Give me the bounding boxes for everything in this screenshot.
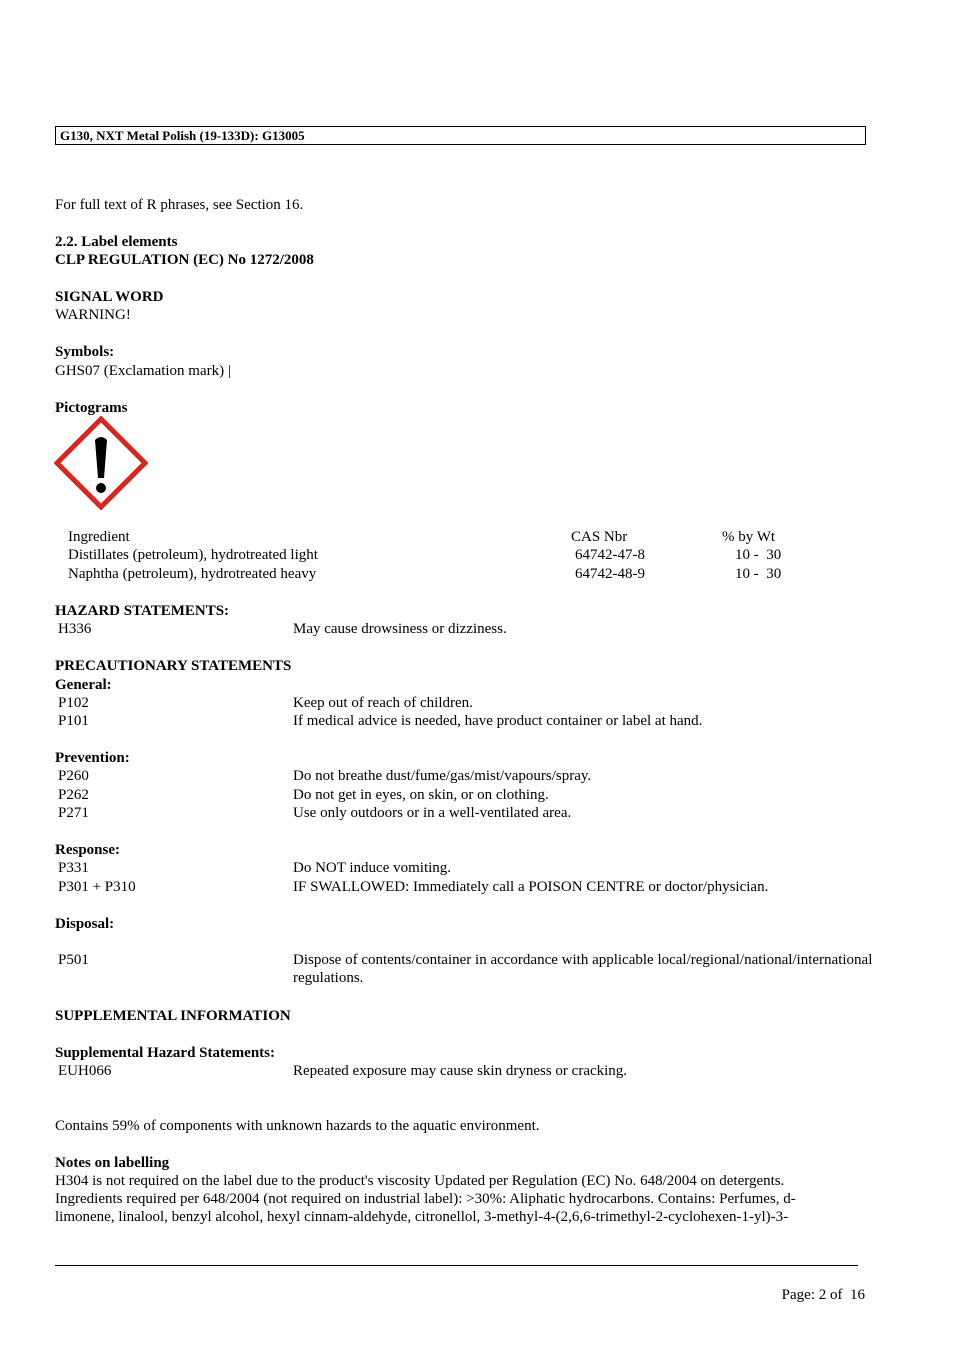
statement-text: If medical advice is needed, have product container or label at hand. [293,713,703,729]
general-heading: General: [55,677,112,693]
cas-number: 64742-48-9 [575,566,645,582]
statement-code: P102 [58,695,89,711]
signal-word-heading: SIGNAL WORD [55,289,164,305]
response-heading: Response: [55,842,121,858]
statement-text: Use only outdoors or in a well-ventilated area. [293,805,572,821]
statement-text: Do not get in eyes, on skin, or on clothing. [293,787,549,803]
precautionary-heading: PRECAUTIONARY STATEMENTS [55,658,292,674]
statement-code: P262 [58,787,89,803]
notes-heading: Notes on labelling [55,1155,170,1171]
statement-code: P271 [58,805,89,821]
statement-code: P101 [58,713,89,729]
statement-code: H336 [58,621,92,637]
supplemental-heading: SUPPLEMENTAL INFORMATION [55,1008,291,1024]
disposal-heading: Disposal: [55,916,115,932]
cas-number: 64742-47-8 [575,547,645,563]
statement-code: EUH066 [58,1063,112,1079]
statement-code: P501 [58,952,89,968]
prevention-heading: Prevention: [55,750,130,766]
pictograms-heading: Pictograms [55,400,128,416]
statement-code: P260 [58,768,89,784]
supplemental-hazard-heading: Supplemental Hazard Statements: [55,1045,275,1061]
ingredient-column-header: Ingredient [68,529,130,545]
statement-text: May cause drowsiness or dizziness. [293,621,507,637]
hazard-statements-heading: HAZARD STATEMENTS: [55,603,230,619]
weight-percent: 10 - 30 [735,547,782,563]
statement-text: Do NOT induce vomiting. [293,860,452,876]
statement-text: Repeated exposure may cause skin dryness or cracking. [293,1063,628,1079]
statement-text: IF SWALLOWED: Immediately call a POISON CENTRE or doctor/physician. [293,879,769,895]
statement-text: Dispose of contents/container in accordance with applicable local/regional/national/international regulations. [293,952,873,986]
symbols-value: GHS07 (Exclamation mark) | [55,363,231,379]
signal-word-value: WARNING! [55,307,131,323]
label-elements-heading: 2.2. Label elements [55,234,178,250]
statement-text: Do not breathe dust/fume/gas/mist/vapours/spray. [293,768,592,784]
statement-code: P301 + P310 [58,879,136,895]
document-title: G130, NXT Metal Polish (19-133D): G13005 [60,128,305,143]
statement-code: P331 [58,860,89,876]
page-number: Page: 2 of 16 [781,1287,865,1303]
aquatic-note: Contains 59% of components with unknown hazards to the aquatic environment. [55,1118,540,1134]
cas-column-header: CAS Nbr [571,529,628,545]
symbols-heading: Symbols: [55,344,115,360]
notes-text: H304 is not required on the label due to the product's viscosity Updated per Regulation (EC) No. 648/2004 on detergents. Ingredients required per 648/2004 (not required on industrial label): >30%: Aliphatic hydrocarbons. Contains: Perfumes, d-limonene, linalool, benzyl alcohol, hexyl cinnam-aldehyde, citronellol, 3-methyl-4-(2,6,6-trimethyl-2-cyclohexen-1-yl)-3- [55,1173,796,1225]
document-header [55,126,866,145]
statement-text: Keep out of reach of children. [293,695,473,711]
r-phrases-note: For full text of R phrases, see Section 16. [55,197,304,213]
ingredient-name: Naphtha (petroleum), hydrotreated heavy [68,566,317,582]
footer-divider [55,1265,858,1266]
weight-column-header: % by Wt [722,529,776,545]
ingredient-name: Distillates (petroleum), hydrotreated light [68,547,318,563]
weight-percent: 10 - 30 [735,566,782,582]
ghs07-exclamation-icon [54,416,148,510]
clp-regulation-heading: CLP REGULATION (EC) No 1272/2008 [55,252,314,268]
